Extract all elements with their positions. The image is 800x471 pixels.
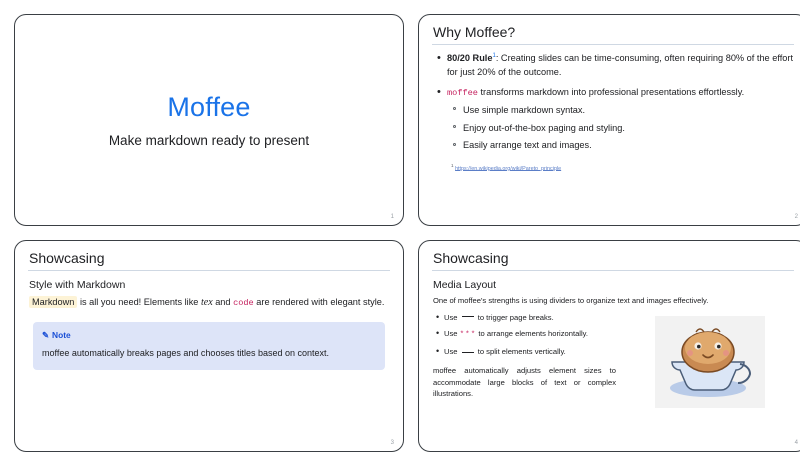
slide-heading: Showcasing bbox=[433, 250, 509, 266]
bullet-2-text: transforms markdown into professional presentations effortlessly. bbox=[477, 86, 745, 97]
slide-heading: Showcasing bbox=[29, 250, 105, 266]
list-item bbox=[444, 312, 616, 323]
item-3-post: to split elements vertically. bbox=[475, 347, 566, 357]
vertical-split-symbol bbox=[462, 352, 474, 353]
list-item bbox=[447, 51, 793, 80]
bullet-list bbox=[433, 51, 793, 153]
paragraph-text-3: are rendered with elegant style. bbox=[253, 297, 385, 307]
item-1-post: to trigger page breaks. bbox=[475, 313, 554, 323]
page-break-symbol bbox=[462, 316, 474, 317]
list-item: Enjoy out-of-the-box paging and styling. bbox=[463, 121, 793, 135]
slide-number: 3 bbox=[390, 440, 394, 446]
slide-number: 4 bbox=[794, 440, 798, 446]
slide-body bbox=[15, 295, 403, 370]
tex-sample: tex bbox=[200, 297, 213, 308]
paragraph bbox=[29, 295, 389, 311]
note-callout bbox=[33, 322, 385, 370]
slide-body bbox=[419, 295, 800, 408]
footnote bbox=[433, 163, 793, 173]
heading-divider bbox=[432, 270, 794, 271]
bullet-1-bold: 80/20 Rule bbox=[447, 53, 493, 63]
slide-body bbox=[419, 51, 800, 172]
paragraph-text-1: is all you need! Elements like bbox=[77, 297, 201, 307]
slide-1[interactable] bbox=[14, 14, 404, 226]
footnote-link[interactable]: https://en.wikipedia.org/wiki/Pareto_principle bbox=[455, 165, 562, 172]
pencil-icon: ✎ bbox=[42, 330, 50, 340]
list-item: Use simple markdown syntax. bbox=[463, 103, 793, 117]
divider-list bbox=[433, 312, 616, 357]
item-2-post: to arrange elements horizontally. bbox=[476, 329, 589, 339]
highlighted-term: Markdown bbox=[29, 296, 77, 308]
note-title-row bbox=[42, 329, 376, 342]
footnote-marker: 1 bbox=[451, 162, 454, 168]
slide-heading: Why Moffee? bbox=[433, 24, 516, 40]
slide-3[interactable] bbox=[14, 240, 404, 452]
image-column bbox=[626, 312, 793, 408]
item-1-pre: Use bbox=[444, 313, 460, 323]
media-layout-row bbox=[433, 312, 793, 408]
item-3-pre: Use bbox=[444, 347, 460, 357]
coffee-cup-illustration bbox=[655, 316, 765, 408]
heading-divider bbox=[28, 270, 390, 271]
tail-paragraph: moffee automatically adjusts element sizes to accommodate large blocks of text or complex illustrations. bbox=[433, 366, 616, 399]
inline-code: moffee bbox=[447, 87, 478, 98]
slide-subheading: Style with Markdown bbox=[29, 279, 126, 291]
bullet-1-text: : Creating slides can be time-consuming, often requiring 80% of the effort for just 20% of the outcome. bbox=[447, 53, 793, 78]
list-item bbox=[444, 346, 616, 357]
sub-bullet-list bbox=[447, 103, 793, 153]
paragraph-text-2: and bbox=[212, 297, 234, 307]
inline-code: code bbox=[233, 298, 254, 308]
text-column bbox=[433, 312, 616, 408]
intro-paragraph: One of moffee's strengths is using dividers to organize text and images effectively. bbox=[433, 296, 709, 305]
slide-2[interactable] bbox=[418, 14, 800, 226]
page-title: Moffee bbox=[167, 92, 251, 122]
page-subtitle: Make markdown ready to present bbox=[108, 133, 310, 148]
list-item bbox=[444, 328, 616, 341]
horizontal-split-symbol: *** bbox=[459, 331, 477, 340]
note-title: Note bbox=[52, 330, 71, 340]
item-2-pre: Use bbox=[444, 329, 460, 339]
slide-number: 1 bbox=[390, 214, 394, 220]
slide-4[interactable] bbox=[418, 240, 800, 452]
heading-divider bbox=[432, 44, 794, 45]
slide-subheading: Media Layout bbox=[433, 279, 497, 291]
slide-number: 2 bbox=[794, 214, 798, 220]
note-body: moffee automatically breaks pages and chooses titles based on context. bbox=[42, 347, 330, 358]
footnote-ref[interactable]: 1 bbox=[492, 52, 496, 59]
list-item: Easily arrange text and images. bbox=[463, 138, 793, 152]
list-item bbox=[447, 85, 793, 153]
